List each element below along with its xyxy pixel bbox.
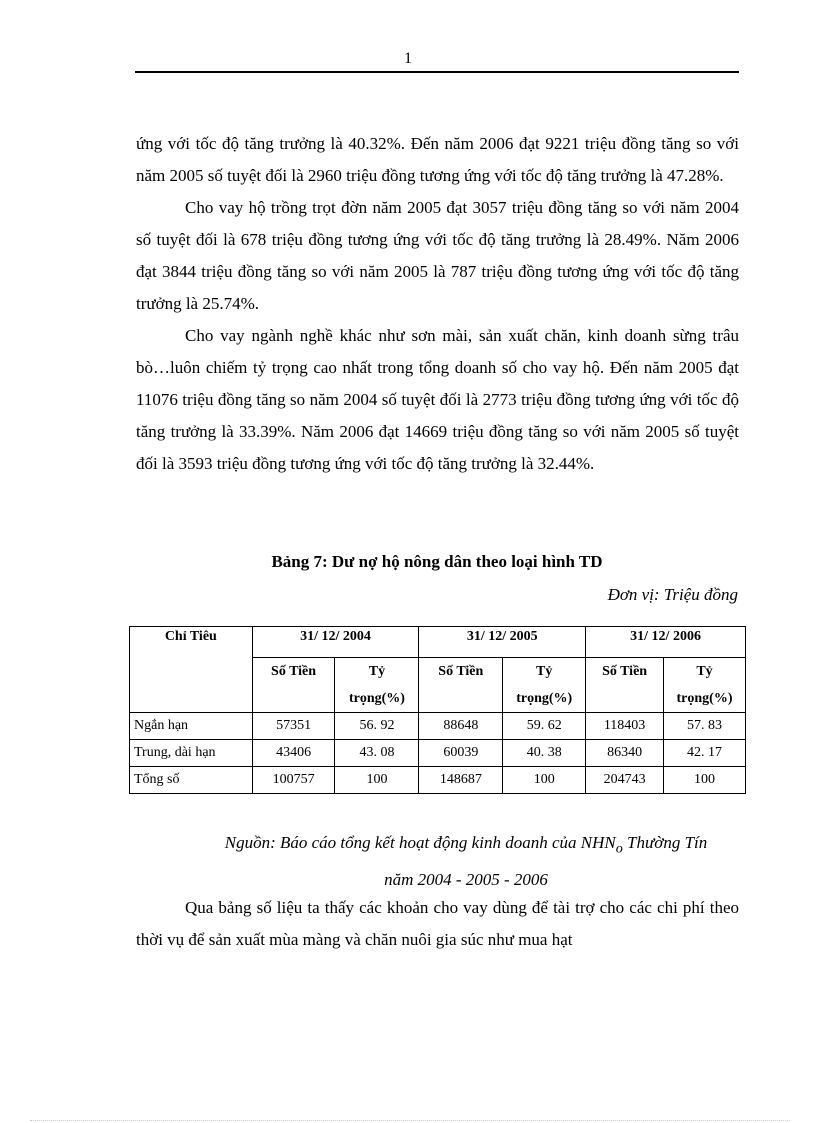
table-cell: 100 (503, 767, 586, 794)
table-cell: 148687 (419, 767, 503, 794)
table-source (136, 827, 796, 896)
source-line-2: năm 2004 - 2005 - 2006 (384, 870, 548, 890)
source-line-1: Nguồn: Báo cáo tổng kết hoạt động kinh doanh của NHN (224, 833, 616, 852)
table-row (130, 767, 746, 794)
header-amount: Số Tiền (252, 658, 335, 713)
data-table (129, 626, 746, 794)
table-title: Bảng 7: Dư nợ hộ nông dân theo loại hình TD (271, 552, 603, 571)
table-cell: 43. 08 (335, 740, 419, 767)
header-amount: Số Tiền (586, 658, 664, 713)
row-label: Tổng số (130, 767, 253, 794)
table-cell: 40. 38 (503, 740, 586, 767)
table-cell: 118403 (586, 713, 664, 740)
table-cell: 60039 (419, 740, 503, 767)
page-number: 1 (404, 50, 412, 67)
header-year: 31/ 12/ 2004 (252, 627, 419, 658)
table-cell: 100757 (252, 767, 335, 794)
table-cell: 42. 17 (664, 740, 746, 767)
source-line-1-end: Thường Tín (622, 833, 708, 852)
body-text (136, 128, 739, 480)
header-year: 31/ 12/ 2006 (586, 627, 746, 658)
header-share: Tỷ trọng(%) (503, 658, 586, 713)
table-row (130, 713, 746, 740)
table-unit: Đơn vị: Triệu đồng (607, 585, 738, 604)
header-share: Tỷ trọng(%) (664, 658, 746, 713)
table-cell: 57. 83 (664, 713, 746, 740)
table-cell: 57351 (252, 713, 335, 740)
source-subscript: o (615, 840, 623, 857)
header-amount: Số Tiền (419, 658, 503, 713)
paragraph: Cho vay hộ trồng trọt đờn năm 2005 đạt 3057 triệu đồng tăng so với năm 2004 số tuyệt đối là 678 triệu đồng tương ứng với tốc độ tăng trưởng là 28.49%. Năm 2006 đạt 3844 triệu đồng tăng so với năm 2005 là 787 triệu đồng tương ứng với tốc độ tăng trưởng là 25.74%. (136, 198, 739, 313)
paragraph: Cho vay ngành nghề khác như sơn mài, sản xuất chăn, kinh doanh sừng trâu bò…luôn chiếm tỷ trọng cao nhất trong tổng doanh số cho vay hộ. Đến năm 2005 đạt 11076 triệu đồng tăng so năm 2004 số tuyệt đối là 2773 triệu đồng tương ứng với tốc độ tăng trưởng là 33.39%. Năm 2006 đạt 14669 triệu đồng tăng so với năm 2005 số tuyệt đối là 3593 triệu đồng tương ứng với tốc độ tăng trưởng là 32.44%. (136, 326, 739, 473)
table-cell: 56. 92 (335, 713, 419, 740)
table-cell: 100 (335, 767, 419, 794)
table-cell: 59. 62 (503, 713, 586, 740)
header-indicator: Chỉ Tiêu (130, 627, 253, 713)
header-year: 31/ 12/ 2005 (419, 627, 586, 658)
footer-rule (30, 1120, 790, 1121)
row-label: Ngắn hạn (130, 713, 253, 740)
table-cell: 86340 (586, 740, 664, 767)
table-cell: 88648 (419, 713, 503, 740)
table-cell: 204743 (586, 767, 664, 794)
header-rule (135, 71, 739, 73)
table-cell: 43406 (252, 740, 335, 767)
table-row (130, 740, 746, 767)
paragraph: Qua bảng số liệu ta thấy các khoản cho vay dùng để tài trợ cho các chi phí theo thời vụ để sản xuất mùa màng và chăn nuôi gia súc như mua hạt (136, 898, 739, 949)
table-header-row (130, 627, 746, 658)
header-share: Tỷ trọng(%) (335, 658, 419, 713)
closing-text (136, 892, 739, 956)
row-label: Trung, dài hạn (130, 740, 253, 767)
table-cell: 100 (664, 767, 746, 794)
paragraph: ứng với tốc độ tăng trưởng là 40.32%. Đến năm 2006 đạt 9221 triệu đồng tăng so với năm 2005 số tuyệt đối là 2960 triệu đồng tương ứng với tốc độ tăng trưởng là 47.28%. (136, 134, 739, 185)
